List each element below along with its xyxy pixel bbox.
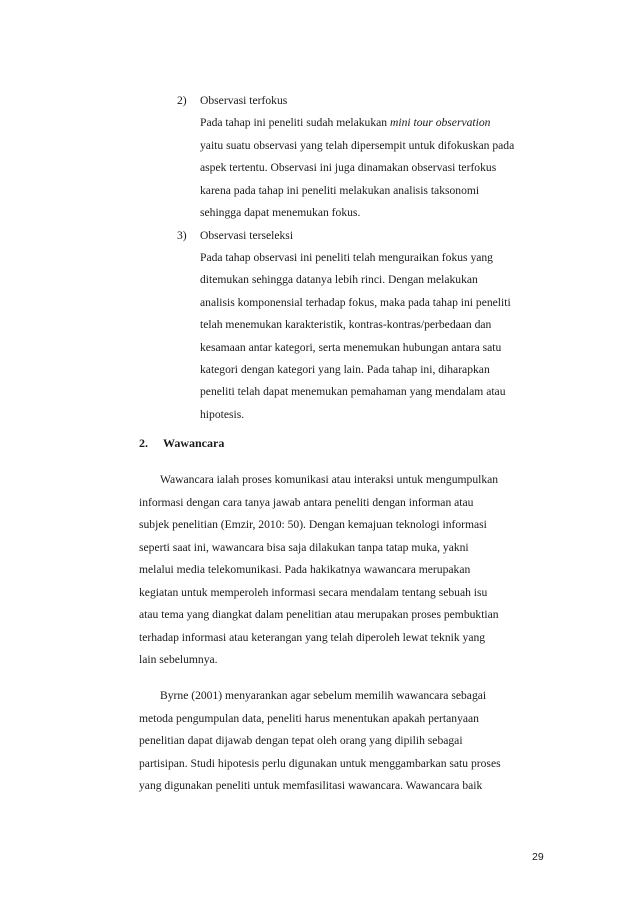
text-line: ditemukan sehingga datanya lebih rinci. Dengan melakukan xyxy=(200,273,478,286)
text-line: Pada tahap observasi ini peneliti telah menguraikan fokus yang xyxy=(200,251,493,264)
list-item-title: Observasi terfokus xyxy=(200,94,288,107)
paragraph-line: yang digunakan peneliti untuk memfasilitasi wawancara. Wawancara baik xyxy=(139,779,483,792)
paragraph-line: penelitian dapat dijawab dengan tepat oleh orang yang dipilih sebagai xyxy=(139,734,463,747)
text-line: aspek tertentu. Observasi ini juga dinamakan observasi terfokus xyxy=(200,161,497,174)
text-line: kategori dengan kategori yang lain. Pada tahap ini, diharapkan xyxy=(200,363,490,376)
paragraph-line: partisipan. Studi hipotesis perlu digunakan untuk menggambarkan satu proses xyxy=(139,757,501,770)
paragraph-line: melalui media telekomunikasi. Pada hakikatnya wawancara merupakan xyxy=(139,563,471,576)
paragraph-line: Wawancara ialah proses komunikasi atau interaksi untuk mengumpulkan xyxy=(160,473,499,486)
text-line: karena pada tahap ini peneliti melakukan analisis taksonomi xyxy=(200,184,480,197)
list-item-number: 2) xyxy=(177,94,187,107)
page-number: 29 xyxy=(532,851,544,863)
paragraph-line: atau tema yang diangkat dalam penelitian atau merupakan proses pembuktian xyxy=(139,608,499,621)
text-line: hipotesis. xyxy=(200,408,245,421)
text-line: peneliti telah dapat menemukan pemahaman yang mendalam atau xyxy=(200,385,506,398)
paragraph-line: subjek penelitian (Emzir, 2010: 50). Dengan kemajuan teknologi informasi xyxy=(139,518,487,531)
section-number: 2. xyxy=(139,436,148,450)
section-title: Wawancara xyxy=(163,436,225,450)
text-line: kesamaan antar kategori, serta menemukan hubungan antara satu xyxy=(200,341,502,354)
paragraph-line: Byrne (2001) menyarankan agar sebelum memilih wawancara sebagai xyxy=(160,689,487,702)
paragraph-line: metoda pengumpulan data, peneliti harus menentukan apakah pertanyaan xyxy=(139,712,479,725)
list-item-title: Observasi terseleksi xyxy=(200,229,294,242)
text-line: yaitu suatu observasi yang telah dipersempit untuk difokuskan pada xyxy=(200,139,515,152)
text-line: Pada tahap ini peneliti sudah melakukan mini tour observation xyxy=(200,116,491,129)
text-line: analisis komponensial terhadap fokus, maka pada tahap ini peneliti xyxy=(200,296,511,309)
paragraph-line: informasi dengan cara tanya jawab antara peneliti dengan informan atau xyxy=(139,496,474,509)
list-item-number: 3) xyxy=(177,229,187,242)
paragraph-line: kegiatan untuk memperoleh informasi secara mendalam tentang sebuah isu xyxy=(139,586,488,599)
paragraph-line: seperti saat ini, wawancara bisa saja dilakukan tanpa tatap muka, yakni xyxy=(139,541,469,554)
paragraph-line: terhadap informasi atau keterangan yang telah diperoleh lewat teknik yang xyxy=(139,631,486,644)
text-line: telah menemukan karakteristik, kontras-kontras/perbedaan dan xyxy=(200,318,492,331)
italic-term: mini tour observation xyxy=(389,116,491,129)
paragraph-line: lain sebelumnya. xyxy=(139,653,218,666)
text-line: sehingga dapat menemukan fokus. xyxy=(200,206,361,219)
